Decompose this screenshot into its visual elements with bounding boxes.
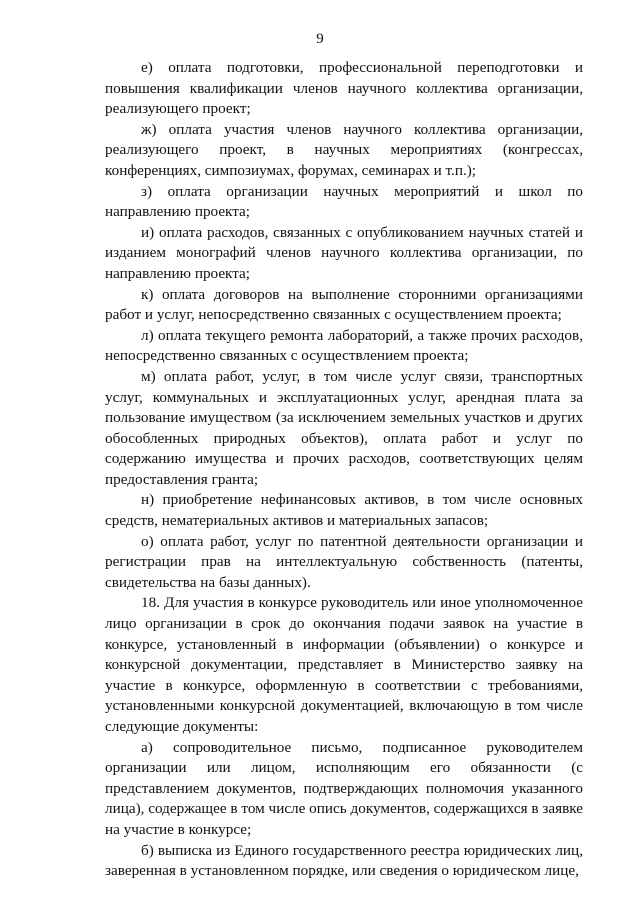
paragraph-item-o: о) оплата работ, услуг по патентной деятельности организации и регистрации прав на интеллектуальную собственность (патенты, свидетельства на базы данных). [105,532,583,591]
paragraph-item-k: к) оплата договоров на выполнение сторонними организациями работ и услуг, непосредственно связанных с осуществлением проекта; [105,285,583,324]
paragraph-item-z: з) оплата организации научных мероприятий и школ по направлению проекта; [105,182,583,221]
paragraph-item-l: л) оплата текущего ремонта лабораторий, а также прочих расходов, непосредственно связанных с осуществлением проекта; [105,326,583,365]
paragraph-item-e: е) оплата подготовки, профессиональной переподготовки и повышения квалификации членов научного коллектива организации, реализующего проект; [105,59,583,118]
paragraph-item-i: и) оплата расходов, связанных с опубликованием научных статей и изданием монографий членов научного коллектива организации, по направлению проекта; [105,223,583,282]
paragraph-item-n: н) приобретение нефинансовых активов, в том числе основных средств, нематериальных активов и материальных запасов; [105,491,583,530]
document-body [105,58,583,882]
paragraph-item-m: м) оплата работ, услуг, в том числе услуг связи, транспортных услуг, коммунальных и эксплуатационных услуг, арендная плата за пользование имуществом (за исключением земельных участков и других обособленных природных объектов), оплата работ и услуг по содержанию имущества и прочих расходов, соответствующих целям предоставления гранта; [105,367,583,488]
paragraph-item-b: б) выписка из Единого государственного реестра юридических лиц, заверенная в установленном порядке, или сведения о юридическом лице, [105,841,583,880]
paragraph-item-zh: ж) оплата участия членов научного коллектива организации, реализующего проект, в научных мероприятиях (конгрессах, конференциях, симпозиумах, форумах, семинарах и т.п.); [105,120,583,179]
paragraph-section-18: 18. Для участия в конкурсе руководитель или иное уполномоченное лицо организации в срок до окончания подачи заявок на участие в конкурсе, установленный в информации (объявлении) о конкурсе и конкурсной документации, представляет в Министерство заявку на участие в конкурсе, оформленную в соответствии с требованиями, установленными конкурсной документацией, включающую в том числе следующие документы: [105,594,583,735]
paragraph-item-a: а) сопроводительное письмо, подписанное руководителем организации или лицом, исполняющим его обязанности (с представлением документов, подтверждающих полномочия указанного лица), содержащее в том числе опись документов, содержащихся в заявке на участие в конкурсе; [105,738,583,838]
page-number: 9 [316,31,324,47]
